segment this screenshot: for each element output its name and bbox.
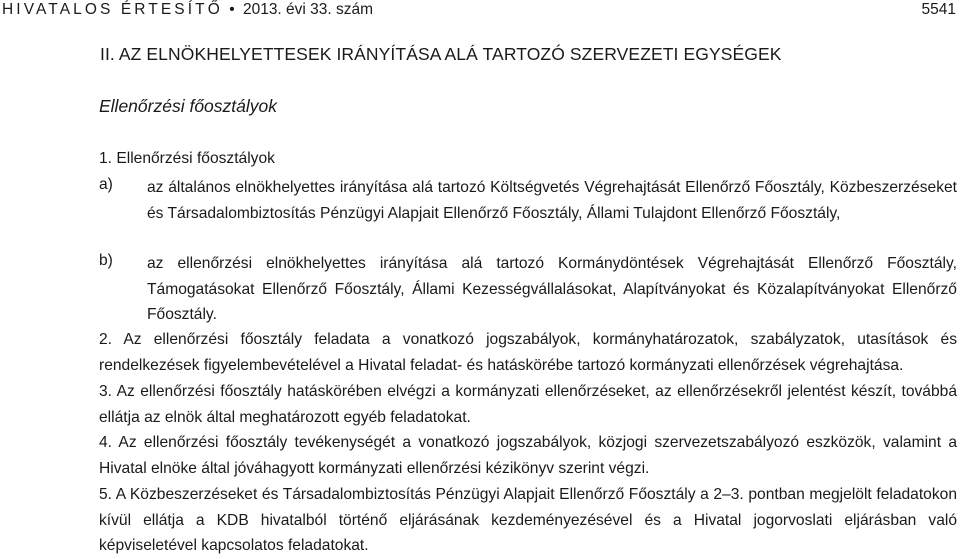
list-item-text: az általános elnökhelyettes irányítása alá tartozó Költségvetés Végrehajtását Ellenőrző Főosztály, Közbeszerzéseket és Társadalombiztosítás Pénzügyi Alapjait Ellenőrző Főosztály, Állami Tulajdont Ellenőrző Főosztály,: [147, 179, 957, 222]
list-item-label: b): [99, 252, 113, 269]
item-heading: 1. Ellenőrzési főosztályok: [99, 150, 275, 167]
page-number: 5541: [921, 1, 956, 18]
paragraph: 5. A Közbeszerzéseket és Társadalombiztosítás Pénzügyi Alapjait Ellenőrző Főosztály a 2–3. pontban megjelölt feladatokon kívül ellátja a KDB hivatalból történő eljárásának kezdeményezésével és a Hivatal jogorvoslati eljárásban való képviseletével kapcsolatos feladatokat.: [99, 486, 957, 555]
paragraph: 4. Az ellenőrzési főosztály tevékenységét a vonatkozó jogszabályok, közjogi szervezetszabályozó eszközök, valamint a Hivatal elnöke által jóváhagyott kormányzati ellenőrzési kézikönyv szerint végzi.: [99, 434, 957, 477]
paragraph: 2. Az ellenőrzési főosztály feladata a vonatkozó jogszabályok, kormányhatározatok, szabályzatok, utasítások és rendelkezések figyelembevételével a Hivatal feladat- és hatáskörébe tartozó kormányzati ellenőrzések végrehajtása.: [99, 331, 957, 374]
list-item-text: az ellenőrzési elnökhelyettes irányítása alá tartozó Kormánydöntések Végrehajtását Ellenőrző Főosztály, Támogatásokat Ellenőrző Főosztály, Állami Kezességvállalásokat, Alapítványokat és Közalapítványokat Ellenőrző Főosztály.: [147, 255, 957, 323]
header-bullet: •: [229, 1, 235, 18]
issue-label: 2013. évi 33. szám: [242, 1, 374, 18]
list-item-label: a): [99, 176, 113, 193]
running-header: [2, 1, 373, 19]
subsection-title: Ellenőrzési főosztályok: [99, 96, 277, 116]
publication-title: HIVATALOS ÉRTESÍTŐ: [2, 1, 223, 18]
section-title: II. AZ ELNÖKHELYETTESEK IRÁNYÍTÁSA ALÁ TARTOZÓ SZERVEZETI EGYSÉGEK: [100, 44, 782, 64]
paragraph: 3. Az ellenőrzési főosztály hatáskörében elvégzi a kormányzati ellenőrzéseket, az ellenőrzésekről jelentést készít, továbbá ellátja az elnök által meghatározott egyéb feladatokat.: [99, 383, 957, 426]
